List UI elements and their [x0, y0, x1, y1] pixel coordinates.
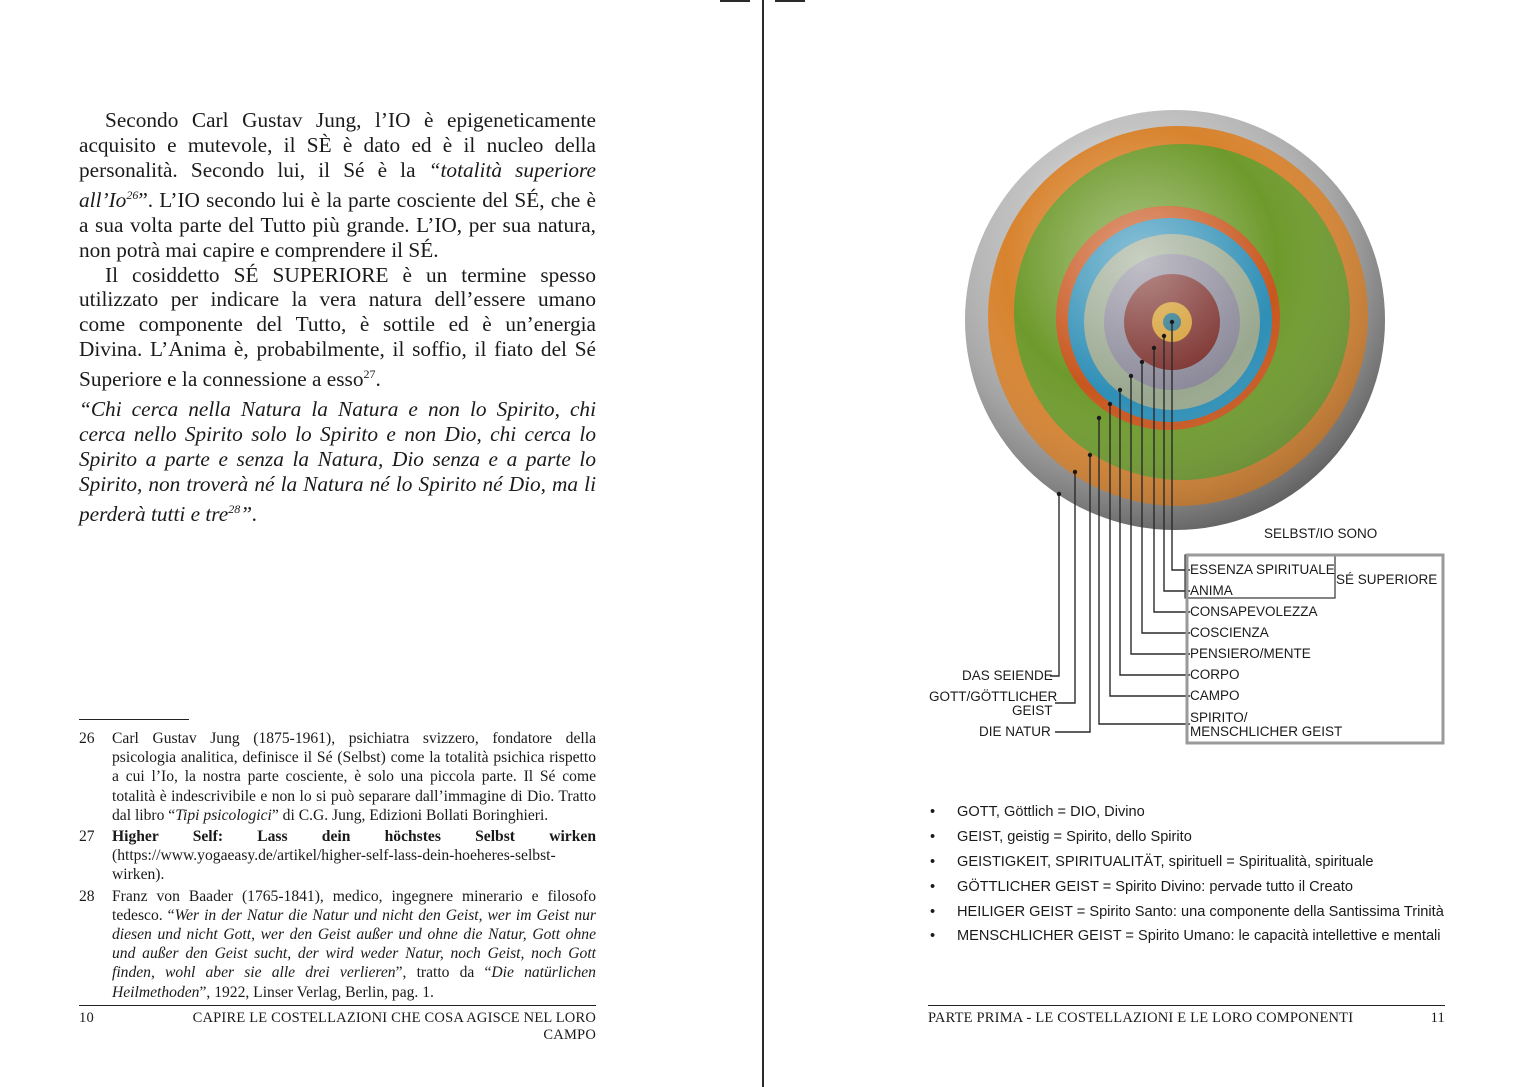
footnote-link[interactable]: (https://www.yogaeasy.de/artikel/higher-self-lass-dein-hoeheres-selbst-wirken). — [112, 847, 556, 884]
label-corpo: CORPO — [1190, 667, 1240, 682]
running-head-left: CAPIRE LE COSTELLAZIONI CHE COSA AGISCE NEL LORO CAMPO — [192, 1010, 596, 1043]
label-das-seiende: DAS SEIENDE — [962, 668, 1053, 683]
quote-von-baader: “Chi cerca nella Natura la Natura e non lo Spirito, chi cerca nello Spirito solo lo Spirito e non Dio, chi cerca lo Spirito a parte e senza la Natura, Dio senza e a parte lo Spirito, non troverà né la Natura né lo Spirito né Dio, ma li perderà tutti e tre$^{28}$”. — [79, 397, 596, 527]
label-gott-goettlicher: GOTT/GÖTTLICHER — [929, 689, 1058, 704]
bullet-icon: • — [930, 853, 936, 870]
label-spirito: SPIRITO/ — [1190, 710, 1248, 725]
list-item: • GOTT, Göttlich = DIO, Divino — [930, 804, 1145, 821]
concentric-spheres — [900, 100, 1520, 760]
footer-rule-right — [928, 1005, 1445, 1006]
crop-mark-left — [720, 0, 750, 2]
self-diagram — [900, 100, 1520, 760]
page-number-left: 10 — [79, 1010, 94, 1026]
glossary-list — [928, 800, 1488, 949]
page-number-right: 11 — [1430, 1010, 1445, 1026]
label-campo: CAMPO — [1190, 688, 1240, 703]
footnote-28: 28 Franz von Baader (1765-1841), medico, ingegnere minerario e filosofo tedesco. “Wer in der Natur die Natur und nicht den Geist, wer im Geist nur diesen und nicht Gott, wer den Geist außer und ohne die Natur, Gott ohne und außer den Geist sucht, der wird weder Natur, noch Geist, noch Gott finden, wohl aber sie alle drei verlieren”, tratto da “Die natürlichen Heilmethoden”, 1922, Linser Verlag, Berlin, pag. 1. — [79, 887, 596, 1001]
footnote-ref-28[interactable]: 28 — [228, 502, 241, 516]
footnote-ref-26[interactable]: 26 — [126, 187, 139, 202]
list-item: • MENSCHLICHER GEIST = Spirito Umano: le capacità intellettive e mentali — [930, 928, 1441, 945]
sphere-shading — [965, 110, 1385, 530]
body-text — [79, 108, 596, 392]
label-menschlicher-geist: MENSCHLICHER GEIST — [1190, 724, 1343, 739]
label-coscienza: COSCIENZA — [1190, 625, 1269, 640]
footnotes — [79, 729, 596, 1004]
crop-mark-right — [775, 0, 805, 2]
footnote-27: 27 Higher Self: Lass dein höchstes Selbst wirken (https://www.yogaeasy.de/artikel/higher-self-lass-dein-hoeheres-selbst-wirken). — [79, 828, 596, 884]
label-consapevolezza: CONSAPEVOLEZZA — [1190, 604, 1318, 619]
footnote-rule — [79, 719, 189, 720]
paragraph-jung: Secondo Carl Gustav Jung, l’IO è epigeneticamente acquisito e mutevole, il SÈ è dato ed è il nucleo della personalità. Secondo lui, il Sé è la “totalità superiore all’Io$^{26}$”. L’IO secondo lui è la parte cosciente del SÉ, che è a sua volta parte del Tutto più grande. L’IO, per sua natura, non potrà mai capire e comprendere il SÉ. — [79, 108, 596, 262]
bullet-icon: • — [930, 878, 936, 895]
label-geist: GEIST — [1012, 703, 1053, 718]
label-selbst-io-sono: SELBST/IO SONO — [1264, 526, 1378, 541]
list-item: • GÖTTLICHER GEIST = Spirito Divino: pervade tutto il Creato — [930, 878, 1353, 895]
label-anima: ANIMA — [1190, 583, 1233, 598]
running-head-right: PARTE PRIMA - LE COSTELLAZIONI E LE LORO COMPONENTI — [928, 1010, 1354, 1026]
footnote-26: 26 Carl Gustav Jung (1875-1961), psichiatra svizzero, fondatore della psicologia analitica, definisce il Sé (Selbst) come la totalità psichica rispetto a cui l’Io, la nostra parte cosciente, è solo una piccola parte. Il Sé come totalità è indescrivibile e non lo si può separare dall’immagine di Dio. Tratto dal libro “Tipi psicologici” di C.G. Jung, Edizioni Bollati Boringhieri. — [79, 730, 596, 824]
bullet-icon: • — [930, 928, 936, 945]
label-se-superiore: SÉ SUPERIORE — [1336, 572, 1438, 587]
label-pensiero-mente: PENSIERO/MENTE — [1190, 646, 1311, 661]
footer-rule-left — [79, 1005, 596, 1006]
book-spine — [762, 0, 764, 1087]
bullet-icon: • — [930, 903, 936, 920]
list-item: • GEISTIGKEIT, SPIRITUALITÄT, spirituell = Spiritualità, spirituale — [930, 853, 1374, 870]
label-die-natur: DIE NATUR — [979, 724, 1051, 739]
footnote-ref-27[interactable]: 27 — [363, 367, 376, 382]
label-essenza-spirituale: ESSENZA SPIRITUALE — [1190, 562, 1335, 577]
list-item: • HEILIGER GEIST = Spirito Santo: una componente della Santissima Trinità — [930, 903, 1444, 920]
bullet-icon: • — [930, 829, 936, 846]
paragraph-se-superiore: Il cosiddetto SÉ SUPERIORE è un termine spesso utilizzato per indicare la vera natura dell’essere umano come componente del Tutto, è sottile ed è un’energia Divina. L’Anima è, probabilmente, il soffio, il fiato del Sé Superiore e la connessione a esso$^{27}$. — [79, 262, 596, 392]
bullet-icon: • — [930, 804, 936, 821]
list-item: • GEIST, geistig = Spirito, dello Spirito — [930, 829, 1192, 846]
